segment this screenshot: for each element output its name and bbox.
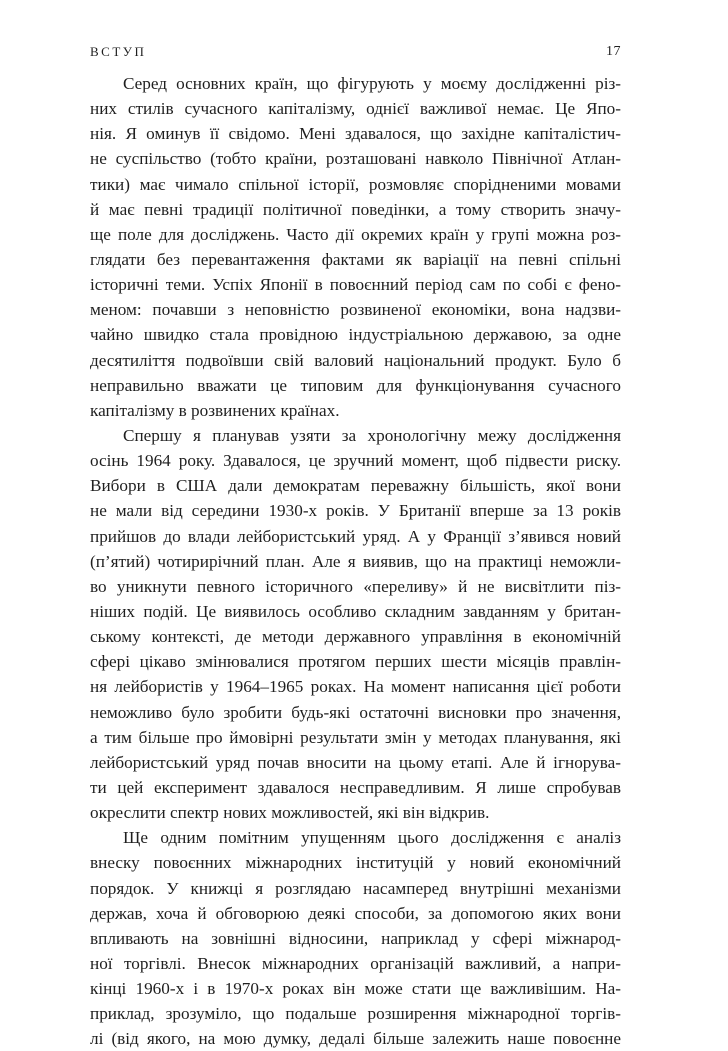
text-line: во уникнути певного історичного «переливу» й не висвітлити піз- — [90, 576, 621, 596]
text-line: глядати без перевантаження фактами як варіації на певні спільні — [90, 249, 621, 269]
text-line: меном: почавши з неповністю розвиненої економіки, вона надзви- — [90, 300, 621, 320]
paragraph — [90, 71, 621, 423]
paragraph — [90, 423, 621, 825]
text-line: впливають на зовнішні відносини, наприклад у сфері міжнарод- — [90, 928, 621, 948]
text-line: внеску повоєнних міжнародних інституцій у новий економічний — [90, 853, 621, 873]
text-line: прийшов до влади лейбористський уряд. А у Франції з’явився новий — [90, 526, 621, 546]
text-line: нія. Я оминув її свідомо. Мені здавалося, що західне капіталістич- — [90, 124, 621, 144]
text-line: тики) має чимало спільної історії, розмовляє спорідненими мовами — [90, 174, 621, 194]
text-line: неможливо було зробити будь-які остаточні висновки про значення, — [90, 702, 621, 722]
text-line: чайно швидко стала провідною індустріальною державою, за одне — [90, 325, 621, 345]
text-line: капіталізму в розвинених країнах. — [90, 400, 340, 420]
text-line: ня лейбористів у 1964–1965 роках. На момент написання цієї роботи — [90, 677, 621, 697]
text-line: Спершу я планував узяти за хронологічну межу дослідження — [123, 425, 621, 445]
text-line: Ще одним помітним упущенням цього дослідження є аналіз — [123, 828, 621, 848]
page-number: 17 — [606, 44, 621, 59]
text-line: ському контексті, де методи державного управління в економічній — [90, 627, 621, 647]
paragraph — [90, 825, 621, 1051]
text-line: сфері цікаво змінювалися протягом перших шести місяців правлін- — [90, 652, 621, 672]
text-line: а тим більше про ймовірні результати змін у методах планування, які — [90, 727, 621, 747]
text-line: десятиліття подвоївши свій валовий національний продукт. Було б — [90, 350, 621, 370]
running-head — [90, 44, 621, 64]
text-line: Вибори в США дали демократам переважну більшість, якої вони — [90, 476, 621, 496]
text-line: них стилів сучасного капіталізму, однієї важливої немає. Це Япо- — [90, 99, 621, 119]
text-line: ти цей експеримент здавалося несправедливим. Я лише спробував — [90, 777, 621, 797]
text-line: ніших подій. Це виявилось особливо складним завданням у британ- — [90, 601, 621, 621]
text-line: історичні теми. Успіх Японії в повоєнний період сам по собі є фено- — [90, 275, 621, 295]
text-line: лі (від якого, на мою думку, дедалі більше залежить наше повоєнне — [90, 1029, 621, 1049]
text-line: неправильно вважати це типовим для функціонування сучасного — [90, 375, 621, 395]
text-line: не суспільство (тобто країни, розташовані навколо Північної Атлан- — [90, 149, 621, 169]
text-line: порядок. У книжці я розглядаю насамперед внутрішні механізми — [90, 878, 621, 898]
text-line: держав, хоча й обговорюю деякі способи, за допомогою яких вони — [90, 903, 621, 923]
text-line: (п’ятий) чотирирічний план. Але я виявив, що на практиці неможли- — [90, 551, 621, 571]
body-text — [90, 71, 621, 1051]
text-line: осінь 1964 року. Здавалося, це зручний момент, щоб підвести риску. — [90, 451, 621, 471]
text-line: ної торгівлі. Внесок міжнародних організацій важливий, а напри- — [90, 953, 621, 973]
text-line: Серед основних країн, що фігурують у моєму дослідженні різ- — [123, 74, 621, 93]
section-title: ВСТУП — [90, 44, 147, 59]
text-line: кінці 1960-х і в 1970-х роках він може стати ще важливішим. На- — [90, 979, 621, 999]
text-line: не мали від середини 1930-х років. У Британії вперше за 13 років — [90, 501, 621, 521]
text-line: ще поле для досліджень. Часто дії окремих країн у групі можна роз- — [90, 224, 621, 244]
text-line: й має певні традиції політичної поведінки, а тому створить значу- — [90, 199, 621, 219]
text-line: лейбористський уряд почав вносити на цьому етапі. Але й ігнорува- — [90, 752, 621, 772]
text-line: окреслити спектр нових можливостей, які він відкрив. — [90, 803, 490, 823]
text-line: приклад, зрозуміло, що подальше розширення міжнародної торгів- — [90, 1004, 621, 1024]
